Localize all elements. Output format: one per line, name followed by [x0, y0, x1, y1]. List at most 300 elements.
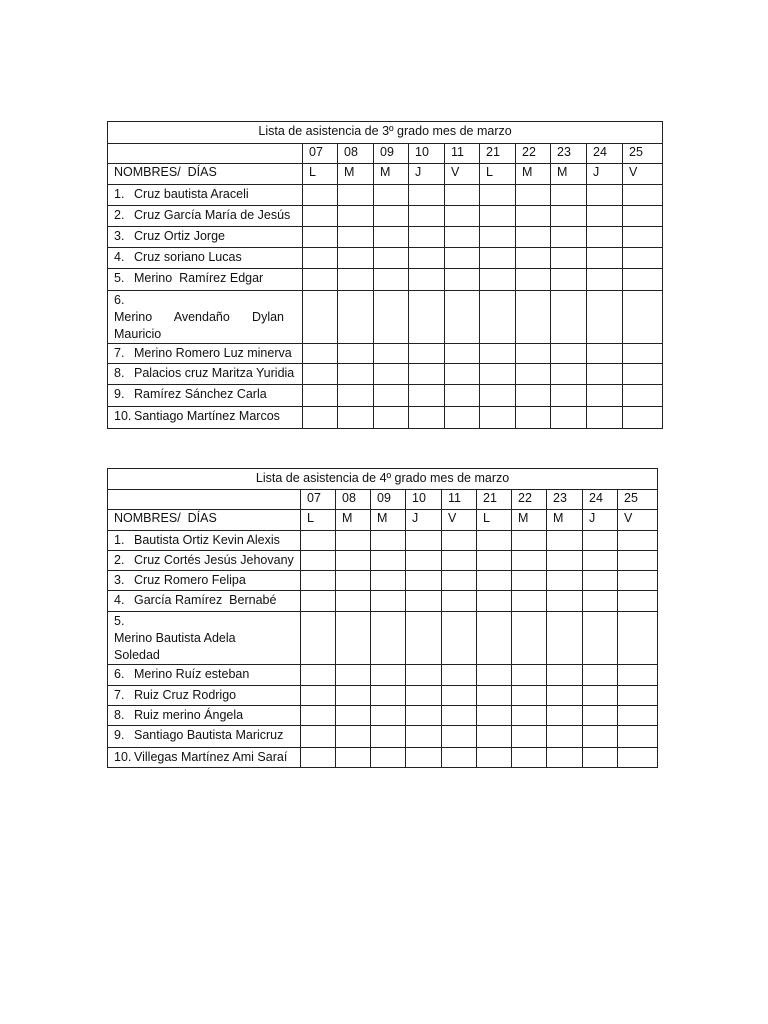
student-name-cell: [108, 706, 301, 726]
day-cell: 25: [623, 144, 663, 164]
student-name-cell: [108, 686, 301, 706]
attendance-cell[interactable]: [623, 185, 663, 206]
student-number: 2.: [114, 553, 125, 567]
student-name: Merino Ruíz esteban: [134, 667, 250, 681]
day-cell: 09: [371, 490, 406, 510]
student-row: [108, 551, 658, 571]
attendance-cell[interactable]: [583, 665, 618, 686]
student-number: 5.: [114, 614, 125, 628]
attendance-cell[interactable]: [374, 407, 409, 429]
attendance-cell[interactable]: [623, 291, 663, 344]
student-name-cell: [108, 364, 303, 385]
days-row: [108, 144, 663, 164]
attendance-cell[interactable]: [442, 591, 477, 612]
attendance-cell[interactable]: [480, 364, 516, 385]
attendance-cell[interactable]: [409, 269, 445, 291]
attendance-cell[interactable]: [303, 185, 338, 206]
day-cell: 23: [547, 490, 583, 510]
weekday-cell: M: [336, 510, 371, 531]
attendance-cell[interactable]: [303, 407, 338, 429]
student-name-cell: [108, 269, 303, 291]
attendance-cell[interactable]: [618, 748, 658, 768]
attendance-cell[interactable]: [623, 227, 663, 248]
attendance-cell[interactable]: [477, 591, 512, 612]
attendance-cell[interactable]: [371, 706, 406, 726]
attendance-cell[interactable]: [406, 612, 442, 665]
attendance-cell[interactable]: [623, 407, 663, 429]
attendance-cell[interactable]: [583, 591, 618, 612]
weekdays-row: [108, 510, 658, 531]
attendance-cell[interactable]: [338, 227, 374, 248]
attendance-cell[interactable]: [623, 364, 663, 385]
attendance-cell[interactable]: [442, 748, 477, 768]
attendance-cell[interactable]: [336, 612, 371, 665]
attendance-table-3rd-grade: [107, 121, 663, 429]
student-row: [108, 344, 663, 364]
student-number: 9.: [114, 728, 125, 742]
attendance-cell[interactable]: [551, 291, 587, 344]
attendance-cell[interactable]: [583, 612, 618, 665]
attendance-cell[interactable]: [303, 364, 338, 385]
attendance-cell[interactable]: [477, 612, 512, 665]
student-number: 8.: [114, 366, 125, 380]
attendance-cell[interactable]: [618, 591, 658, 612]
days-row: [108, 490, 658, 510]
attendance-cell[interactable]: [301, 665, 336, 686]
attendance-cell[interactable]: [480, 269, 516, 291]
attendance-cell[interactable]: [587, 227, 623, 248]
weekday-cell: V: [442, 510, 477, 531]
student-name: Merino Avendaño Dylan: [114, 310, 284, 324]
attendance-cell[interactable]: [480, 227, 516, 248]
attendance-cell[interactable]: [480, 185, 516, 206]
attendance-cell[interactable]: [445, 385, 480, 407]
attendance-cell[interactable]: [406, 551, 442, 571]
attendance-cell[interactable]: [445, 206, 480, 227]
attendance-cell[interactable]: [618, 665, 658, 686]
student-number: 5.: [114, 271, 125, 285]
attendance-cell[interactable]: [338, 269, 374, 291]
attendance-cell[interactable]: [547, 748, 583, 768]
attendance-cell[interactable]: [512, 551, 547, 571]
day-cell: 08: [336, 490, 371, 510]
attendance-cell[interactable]: [547, 686, 583, 706]
student-name: Ruiz merino Ángela: [134, 708, 244, 722]
attendance-cell[interactable]: [547, 531, 583, 551]
attendance-cell[interactable]: [618, 551, 658, 571]
attendance-cell[interactable]: [406, 748, 442, 768]
attendance-cell[interactable]: [477, 748, 512, 768]
attendance-cell[interactable]: [301, 531, 336, 551]
student-name-cell: [108, 185, 303, 206]
student-number: 7.: [114, 346, 125, 360]
attendance-cell[interactable]: [587, 364, 623, 385]
attendance-cell[interactable]: [587, 206, 623, 227]
student-row: [108, 227, 663, 248]
attendance-cell[interactable]: [442, 531, 477, 551]
student-number: 6.: [114, 667, 125, 681]
attendance-cell[interactable]: [516, 344, 551, 364]
attendance-cell[interactable]: [338, 364, 374, 385]
attendance-cell[interactable]: [371, 571, 406, 591]
attendance-cell[interactable]: [338, 206, 374, 227]
attendance-cell[interactable]: [409, 248, 445, 269]
attendance-cell[interactable]: [374, 248, 409, 269]
attendance-cell[interactable]: [409, 344, 445, 364]
attendance-cell[interactable]: [303, 206, 338, 227]
student-name: Santiago Bautista Maricruz: [134, 728, 284, 742]
student-row: [108, 385, 663, 407]
day-cell: 10: [409, 144, 445, 164]
attendance-cell[interactable]: [583, 706, 618, 726]
attendance-cell[interactable]: [547, 726, 583, 748]
attendance-cell[interactable]: [338, 407, 374, 429]
student-name: Cruz soriano Lucas: [134, 250, 242, 264]
student-row: [108, 686, 658, 706]
attendance-cell[interactable]: [477, 686, 512, 706]
attendance-cell[interactable]: [371, 551, 406, 571]
attendance-cell[interactable]: [551, 385, 587, 407]
attendance-cell[interactable]: [303, 248, 338, 269]
weekday-cell: M: [512, 510, 547, 531]
attendance-cell[interactable]: [587, 185, 623, 206]
student-name: García Ramírez Bernabé: [134, 593, 277, 607]
student-name: Ramírez Sánchez Carla: [134, 387, 267, 401]
attendance-cell[interactable]: [516, 385, 551, 407]
attendance-cell[interactable]: [618, 726, 658, 748]
blank-cell: [108, 144, 303, 164]
attendance-cell[interactable]: [587, 385, 623, 407]
attendance-cell[interactable]: [336, 665, 371, 686]
day-cell: 08: [338, 144, 374, 164]
attendance-cell[interactable]: [512, 726, 547, 748]
attendance-cell[interactable]: [301, 591, 336, 612]
attendance-cell[interactable]: [583, 748, 618, 768]
attendance-cell[interactable]: [301, 571, 336, 591]
day-cell: 21: [480, 144, 516, 164]
table-title: Lista de asistencia de 4º grado mes de marzo: [108, 469, 658, 490]
attendance-cell[interactable]: [547, 571, 583, 591]
attendance-cell[interactable]: [374, 291, 409, 344]
day-cell: 09: [374, 144, 409, 164]
attendance-cell[interactable]: [583, 531, 618, 551]
attendance-cell[interactable]: [409, 291, 445, 344]
attendance-cell[interactable]: [303, 269, 338, 291]
attendance-cell[interactable]: [442, 706, 477, 726]
attendance-cell[interactable]: [371, 665, 406, 686]
attendance-cell[interactable]: [512, 665, 547, 686]
header-label: NOMBRES/ DÍAS: [108, 510, 301, 531]
attendance-cell[interactable]: [374, 185, 409, 206]
student-name-wrap: [114, 309, 284, 343]
attendance-cell[interactable]: [547, 665, 583, 686]
student-number: 9.: [114, 387, 125, 401]
attendance-cell[interactable]: [480, 385, 516, 407]
student-row: [108, 531, 658, 551]
attendance-cell[interactable]: [374, 344, 409, 364]
attendance-cell[interactable]: [583, 571, 618, 591]
attendance-cell[interactable]: [301, 612, 336, 665]
attendance-cell[interactable]: [551, 206, 587, 227]
attendance-cell[interactable]: [480, 248, 516, 269]
student-name-cell: [108, 612, 301, 665]
attendance-cell[interactable]: [618, 571, 658, 591]
student-number: 10.: [114, 409, 132, 423]
weekday-cell: J: [406, 510, 442, 531]
attendance-cell[interactable]: [336, 686, 371, 706]
attendance-cell[interactable]: [409, 407, 445, 429]
attendance-cell[interactable]: [301, 706, 336, 726]
attendance-cell[interactable]: [583, 551, 618, 571]
attendance-cell[interactable]: [338, 185, 374, 206]
attendance-cell[interactable]: [516, 185, 551, 206]
student-row: [108, 571, 658, 591]
attendance-cell[interactable]: [409, 185, 445, 206]
attendance-cell[interactable]: [406, 706, 442, 726]
student-name: Merino Bautista Adela: [114, 631, 236, 645]
weekday-cell: M: [371, 510, 406, 531]
attendance-cell[interactable]: [480, 291, 516, 344]
weekday-cell: M: [551, 164, 587, 185]
attendance-cell[interactable]: [516, 364, 551, 385]
student-row: [108, 248, 663, 269]
attendance-cell[interactable]: [303, 291, 338, 344]
student-rows: [108, 531, 658, 768]
attendance-cell[interactable]: [516, 291, 551, 344]
student-row: [108, 612, 658, 665]
student-row: [108, 591, 658, 612]
attendance-cell[interactable]: [442, 665, 477, 686]
attendance-cell[interactable]: [442, 686, 477, 706]
attendance-cell[interactable]: [338, 344, 374, 364]
attendance-cell[interactable]: [551, 269, 587, 291]
attendance-cell[interactable]: [371, 612, 406, 665]
student-number: 1.: [114, 187, 125, 201]
attendance-cell[interactable]: [512, 686, 547, 706]
attendance-cell[interactable]: [516, 407, 551, 429]
attendance-cell[interactable]: [477, 571, 512, 591]
attendance-cell[interactable]: [374, 364, 409, 385]
attendance-cell[interactable]: [547, 612, 583, 665]
attendance-cell[interactable]: [445, 185, 480, 206]
attendance-cell[interactable]: [516, 269, 551, 291]
attendance-cell[interactable]: [512, 531, 547, 551]
student-name: Bautista Ortiz Kevin Alexis: [134, 533, 280, 547]
attendance-cell[interactable]: [406, 591, 442, 612]
attendance-cell[interactable]: [338, 291, 374, 344]
student-name: Villegas Martínez Ami Saraí: [134, 750, 288, 764]
attendance-cell[interactable]: [512, 612, 547, 665]
attendance-cell[interactable]: [442, 551, 477, 571]
attendance-cell[interactable]: [623, 344, 663, 364]
weekday-cell: V: [623, 164, 663, 185]
weekday-cell: M: [338, 164, 374, 185]
attendance-cell[interactable]: [516, 227, 551, 248]
student-name-cell: [108, 227, 303, 248]
attendance-cell[interactable]: [477, 726, 512, 748]
attendance-cell[interactable]: [336, 748, 371, 768]
attendance-cell[interactable]: [409, 227, 445, 248]
attendance-cell[interactable]: [406, 571, 442, 591]
attendance-cell[interactable]: [551, 227, 587, 248]
attendance-cell[interactable]: [336, 726, 371, 748]
student-name: Merino Romero Luz minerva: [134, 346, 292, 360]
attendance-cell[interactable]: [374, 206, 409, 227]
attendance-cell[interactable]: [547, 706, 583, 726]
attendance-cell[interactable]: [480, 344, 516, 364]
attendance-cell[interactable]: [406, 665, 442, 686]
student-name-cell: [108, 291, 303, 344]
attendance-cell[interactable]: [301, 551, 336, 571]
attendance-cell[interactable]: [371, 686, 406, 706]
attendance-cell[interactable]: [551, 364, 587, 385]
attendance-cell[interactable]: [406, 531, 442, 551]
attendance-cell[interactable]: [551, 344, 587, 364]
student-row: [108, 291, 663, 344]
attendance-cell[interactable]: [583, 726, 618, 748]
attendance-cell[interactable]: [623, 385, 663, 407]
day-cell: 23: [551, 144, 587, 164]
student-name: Palacios cruz Maritza Yuridia: [134, 366, 295, 380]
attendance-cell[interactable]: [336, 551, 371, 571]
attendance-cell[interactable]: [512, 591, 547, 612]
attendance-cell[interactable]: [301, 748, 336, 768]
attendance-cell[interactable]: [301, 686, 336, 706]
attendance-cell[interactable]: [512, 706, 547, 726]
student-name: Cruz Ortiz Jorge: [134, 229, 225, 243]
attendance-cell[interactable]: [338, 385, 374, 407]
attendance-cell[interactable]: [618, 612, 658, 665]
attendance-cell[interactable]: [336, 706, 371, 726]
student-name: Cruz Romero Felipa: [134, 573, 246, 587]
student-name-cell: [108, 385, 303, 407]
attendance-cell[interactable]: [301, 726, 336, 748]
attendance-cell[interactable]: [618, 706, 658, 726]
attendance-cell[interactable]: [587, 291, 623, 344]
attendance-cell[interactable]: [445, 407, 480, 429]
attendance-cell[interactable]: [374, 269, 409, 291]
student-number: 6.: [114, 293, 125, 307]
student-name: Ruiz Cruz Rodrigo: [134, 688, 237, 702]
attendance-cell[interactable]: [371, 591, 406, 612]
attendance-table-4th-grade: [107, 468, 658, 768]
attendance-cell[interactable]: [512, 571, 547, 591]
attendance-cell[interactable]: [374, 385, 409, 407]
student-name-cell: [108, 344, 303, 364]
attendance-cell[interactable]: [442, 571, 477, 591]
student-row: [108, 364, 663, 385]
student-name-cell: [108, 571, 301, 591]
student-name-cell: [108, 407, 303, 429]
attendance-cell[interactable]: [371, 531, 406, 551]
day-cell: 11: [445, 144, 480, 164]
attendance-cell[interactable]: [551, 248, 587, 269]
attendance-cell[interactable]: [303, 344, 338, 364]
student-number: 3.: [114, 229, 125, 243]
student-row: [108, 706, 658, 726]
attendance-cell[interactable]: [516, 206, 551, 227]
attendance-cell[interactable]: [587, 269, 623, 291]
attendance-cell[interactable]: [512, 748, 547, 768]
attendance-cell[interactable]: [336, 571, 371, 591]
attendance-cell[interactable]: [409, 385, 445, 407]
student-name: Cruz Cortés Jesús Jehovany: [134, 553, 294, 567]
attendance-cell[interactable]: [477, 665, 512, 686]
attendance-cell[interactable]: [336, 531, 371, 551]
attendance-cell[interactable]: [551, 185, 587, 206]
attendance-cell[interactable]: [445, 344, 480, 364]
weekday-cell: M: [374, 164, 409, 185]
day-cell: 24: [583, 490, 618, 510]
attendance-cell[interactable]: [480, 206, 516, 227]
student-number: 8.: [114, 708, 125, 722]
attendance-cell[interactable]: [547, 551, 583, 571]
attendance-cell[interactable]: [618, 686, 658, 706]
attendance-cell[interactable]: [587, 407, 623, 429]
student-name-cell: [108, 551, 301, 571]
attendance-cell[interactable]: [442, 612, 477, 665]
attendance-cell[interactable]: [477, 551, 512, 571]
attendance-cell[interactable]: [477, 531, 512, 551]
attendance-cell[interactable]: [480, 407, 516, 429]
attendance-cell[interactable]: [623, 269, 663, 291]
attendance-cell[interactable]: [445, 291, 480, 344]
attendance-cell[interactable]: [442, 726, 477, 748]
attendance-cell[interactable]: [623, 248, 663, 269]
student-rows: [108, 185, 663, 429]
student-number: 2.: [114, 208, 125, 222]
attendance-cell[interactable]: [406, 686, 442, 706]
attendance-cell[interactable]: [445, 364, 480, 385]
header-label: NOMBRES/ DÍAS: [108, 164, 303, 185]
attendance-cell[interactable]: [623, 206, 663, 227]
attendance-cell[interactable]: [445, 248, 480, 269]
attendance-cell[interactable]: [338, 248, 374, 269]
student-name-cell: [108, 591, 301, 612]
attendance-cell[interactable]: [445, 227, 480, 248]
attendance-cell[interactable]: [406, 726, 442, 748]
attendance-cell[interactable]: [303, 227, 338, 248]
attendance-cell[interactable]: [374, 227, 409, 248]
attendance-cell[interactable]: [303, 385, 338, 407]
attendance-cell[interactable]: [336, 591, 371, 612]
weekday-cell: L: [303, 164, 338, 185]
attendance-cell[interactable]: [371, 726, 406, 748]
attendance-cell[interactable]: [547, 591, 583, 612]
attendance-cell[interactable]: [618, 531, 658, 551]
student-name-cell: [108, 206, 303, 227]
attendance-cell[interactable]: [409, 364, 445, 385]
attendance-cell[interactable]: [409, 206, 445, 227]
student-row: [108, 748, 658, 768]
attendance-cell[interactable]: [587, 344, 623, 364]
weekday-cell: J: [583, 510, 618, 531]
attendance-cell[interactable]: [445, 269, 480, 291]
attendance-cell[interactable]: [551, 407, 587, 429]
attendance-cell[interactable]: [583, 686, 618, 706]
weekday-cell: L: [477, 510, 512, 531]
attendance-cell[interactable]: [371, 748, 406, 768]
attendance-cell[interactable]: [516, 248, 551, 269]
student-number: 7.: [114, 688, 125, 702]
attendance-cell[interactable]: [587, 248, 623, 269]
attendance-cell[interactable]: [477, 706, 512, 726]
student-name-wrap: [114, 630, 284, 664]
weekday-cell: M: [516, 164, 551, 185]
student-name: Santiago Martínez Marcos: [134, 409, 280, 423]
student-name: Cruz García María de Jesús: [134, 208, 291, 222]
student-number: 10.: [114, 750, 132, 764]
